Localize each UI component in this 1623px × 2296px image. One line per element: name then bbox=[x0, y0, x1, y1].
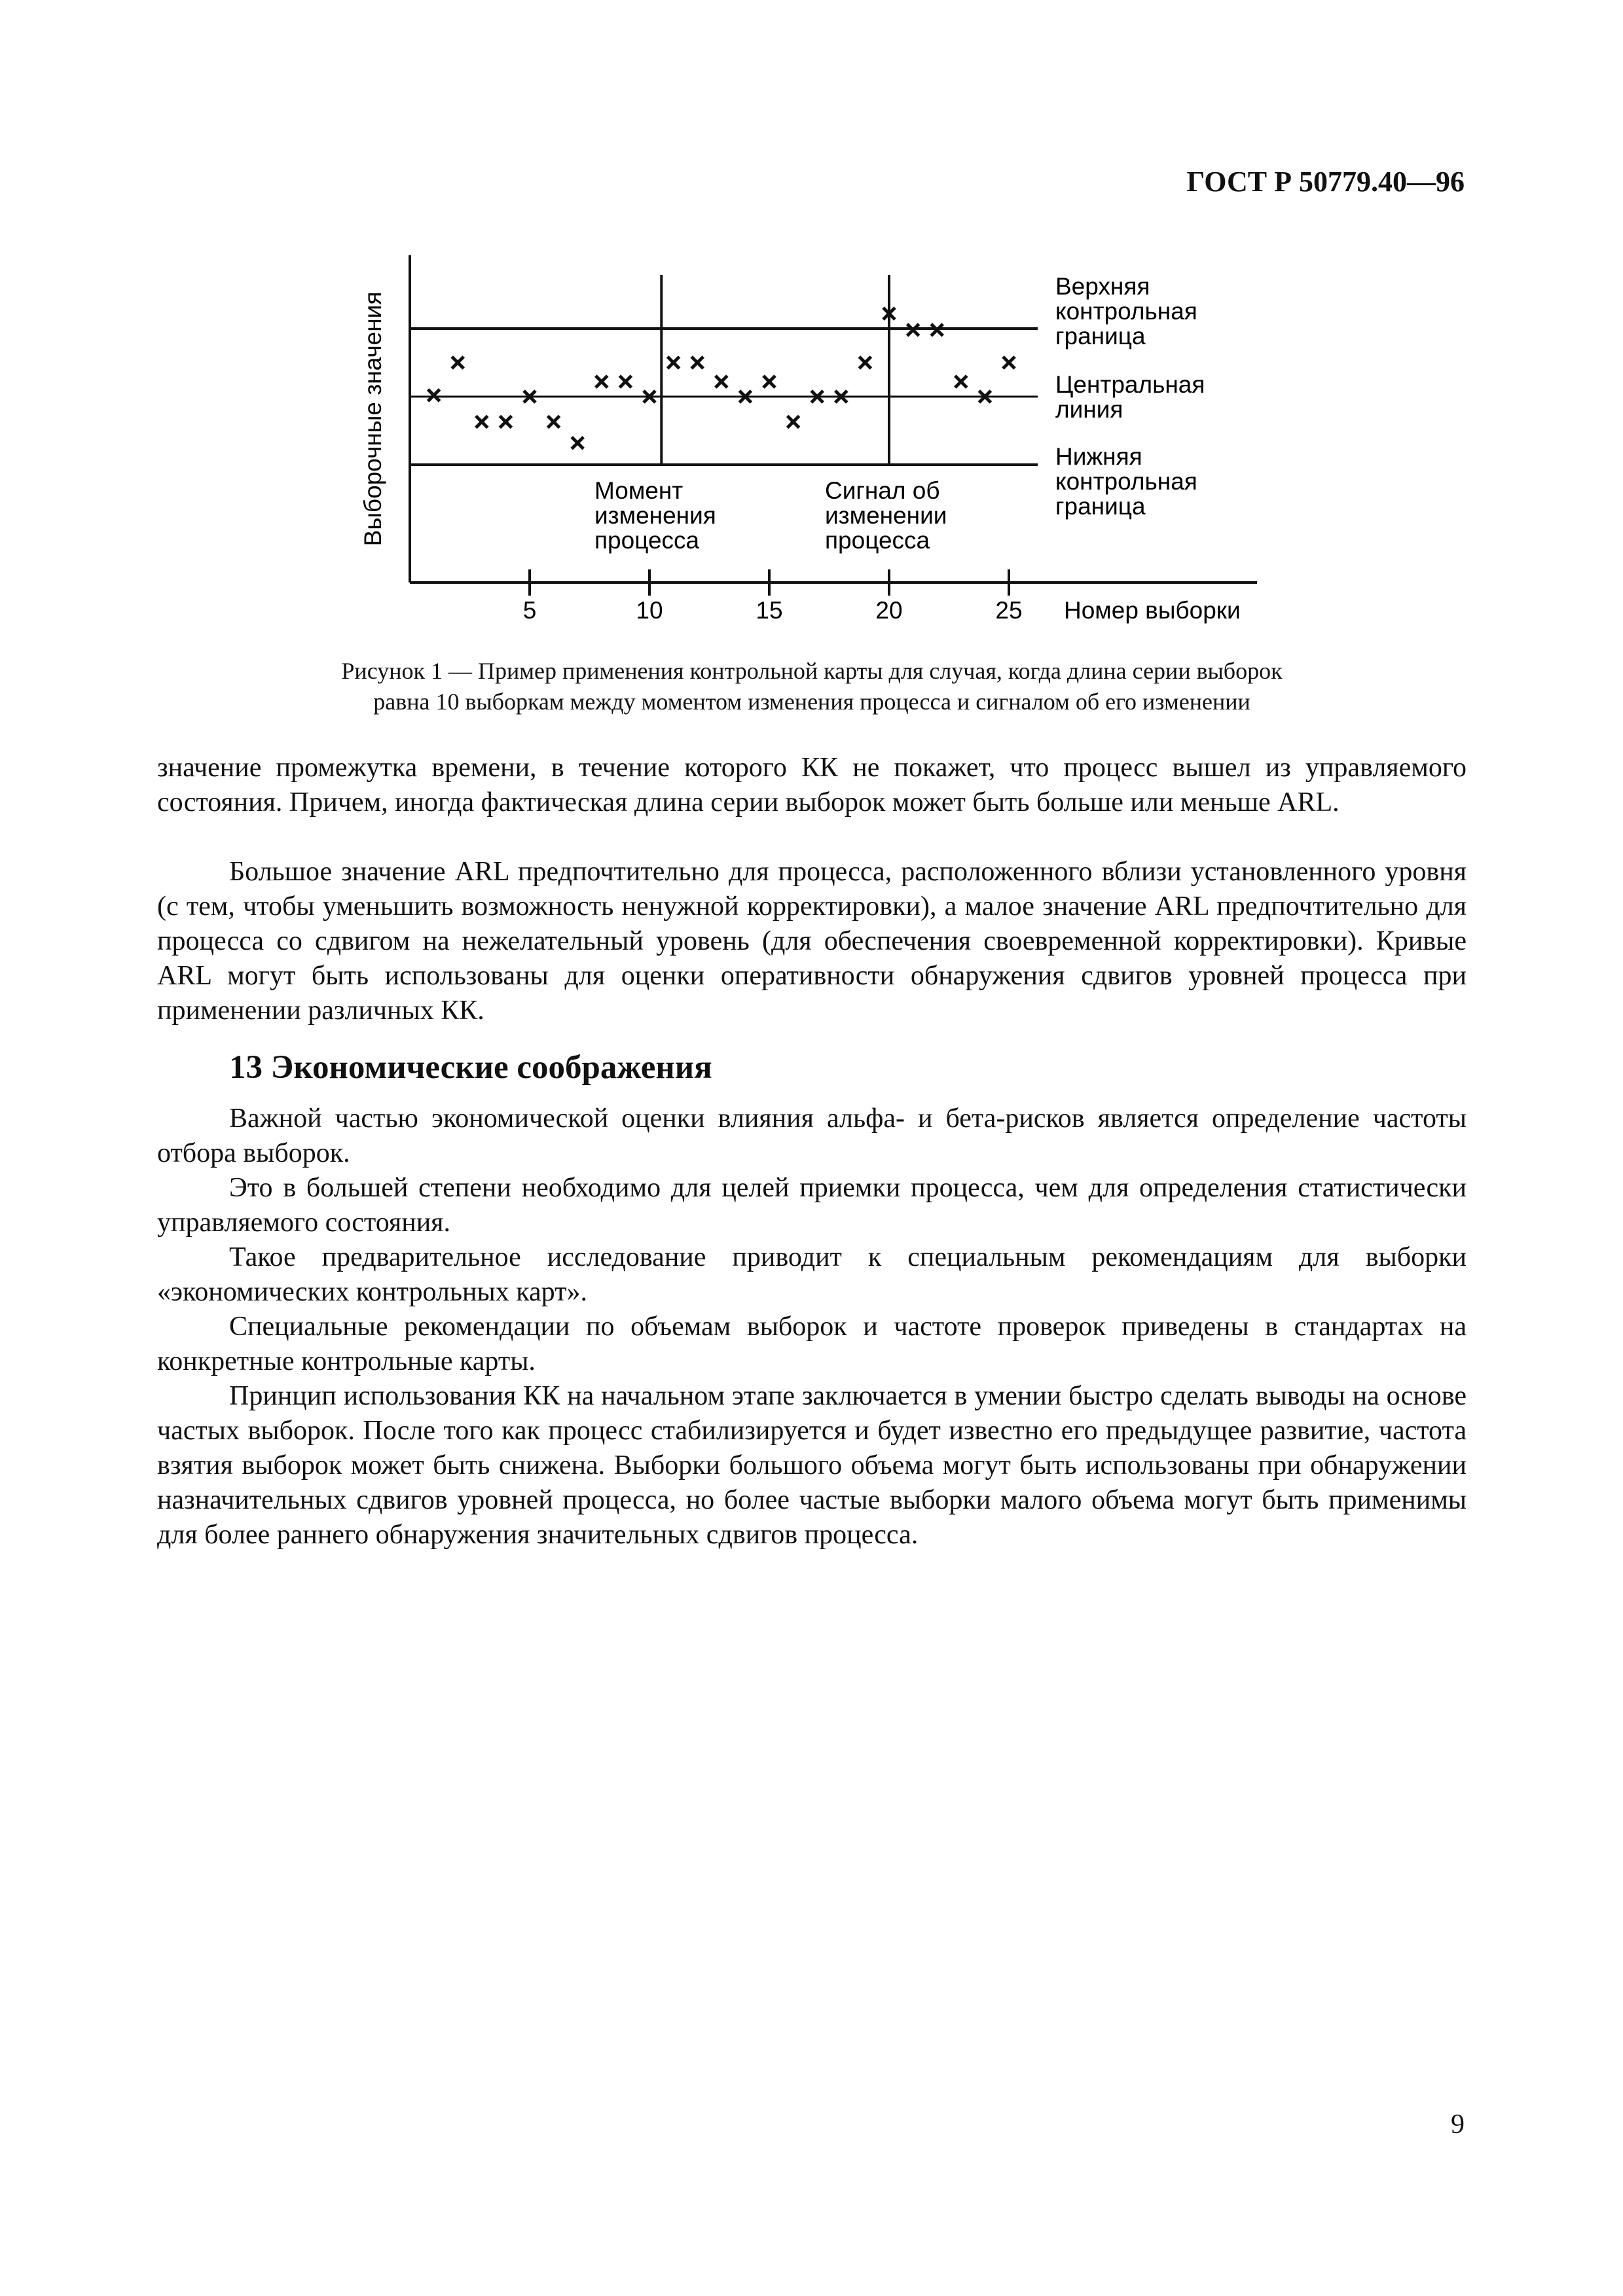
data-point-11 bbox=[668, 357, 680, 368]
cl-label: Центральная линия bbox=[1055, 371, 1205, 423]
data-point-4 bbox=[500, 416, 511, 427]
figure-caption bbox=[157, 656, 1467, 717]
lcl-label: Нижняя контрольная граница bbox=[1055, 443, 1197, 520]
paragraph-5: Такое предварительное исследование приводит к специальным рекомендациям для выборки «экономических контрольных карт». bbox=[157, 1242, 1467, 1307]
process-change-label: Момент изменения процесса bbox=[594, 477, 716, 554]
data-point-2 bbox=[452, 357, 464, 368]
data-point-19 bbox=[859, 357, 871, 368]
x-tick-label-10: 10 bbox=[636, 597, 663, 624]
paragraph-1-text: значение промежутка времени, в течение которого КК не покажет, что процесс вышел из управляемого состояния. Причем, иногда фактическая длина серии выборок может быть больше или меньше ARL. bbox=[157, 753, 1467, 817]
control-chart bbox=[354, 255, 1322, 641]
x-ticks bbox=[523, 569, 1023, 624]
caption-line-2: равна 10 выборкам между моментом изменения процесса и сигналом об его изменении bbox=[373, 689, 1250, 715]
data-point-12 bbox=[691, 357, 703, 368]
x-tick-label-15: 15 bbox=[756, 597, 783, 624]
data-point-22 bbox=[931, 324, 943, 336]
data-point-3 bbox=[476, 416, 488, 427]
data-point-15 bbox=[763, 376, 775, 387]
x-tick-label-20: 20 bbox=[875, 597, 903, 624]
paragraph-2-text: Большое значение ARL предпочтительно для процесса, расположенного вблизи установленного уровня (с тем, чтобы уменьшить возможность ненужной корректировки), а малое значение ARL предпочтительно для процесса со сдвигом на нежелательный уровень (для обеспечения своевременной корректировки). Кривые ARL могут быть использованы для оценки оперативности обнаружения сдвигов уровней процесса при применении различных КК. bbox=[157, 857, 1467, 1026]
data-point-7 bbox=[572, 437, 583, 449]
data-point-23 bbox=[955, 376, 967, 387]
x-tick-label-25: 25 bbox=[995, 597, 1023, 624]
paragraph-2 bbox=[157, 855, 1467, 1028]
data-point-16 bbox=[788, 416, 799, 427]
x-tick-label-5: 5 bbox=[522, 597, 537, 624]
paragraph-6: Специальные рекомендации по объемам выборок и частоте проверок приведены в стандартах на конкретные контрольные карты. bbox=[157, 1312, 1467, 1376]
paragraph-4: Это в большей степени необходимо для целей приемки процесса, чем для определения статистически управляемого состояния. bbox=[157, 1173, 1467, 1238]
section-title: 13 Экономические соображения bbox=[229, 1049, 712, 1086]
page-number: 9 bbox=[1451, 2109, 1465, 2140]
document-header-code: ГОСТ Р 50779.40—96 bbox=[1186, 166, 1465, 198]
caption-line-1: Рисунок 1 — Пример применения контрольной карты для случая, когда длина серии выборок bbox=[341, 658, 1283, 684]
data-point-21 bbox=[907, 324, 919, 336]
data-point-13 bbox=[716, 376, 727, 387]
data-point-1 bbox=[428, 389, 440, 401]
ucl-label: Верхняя контрольная граница bbox=[1055, 273, 1197, 350]
data-point-6 bbox=[548, 416, 560, 427]
paragraph-3: Важной частью экономической оценки влияния альфа- и бета-рисков является определение частоты отбора выборок. bbox=[157, 1103, 1467, 1168]
data-point-25 bbox=[1003, 357, 1015, 368]
data-point-8 bbox=[596, 376, 608, 387]
data-point-9 bbox=[619, 376, 631, 387]
section-13-body bbox=[157, 1102, 1467, 1552]
control-chart-figure bbox=[354, 255, 1322, 641]
y-axis-label: Выборочные значения bbox=[359, 291, 386, 547]
paragraph-7: Принцип использования КК на начальном этапе заключается в умении быстро сделать выводы на основе частых выборок. После того как процесс стабилизируется и будет известно его предыдущее развитие, частота взятия выборок может быть снижена. Выборки большого объема могут быть использованы при обнаружении назначительных сдвигов уровней процесса, но более частые выборки малого объема могут быть применимы для более раннего обнаружения значительных сдвигов процесса. bbox=[157, 1381, 1467, 1550]
signal-label: Сигнал об изменении процесса bbox=[825, 477, 947, 554]
x-axis-label: Номер выборки bbox=[1064, 597, 1241, 624]
paragraph-1 bbox=[157, 751, 1467, 820]
